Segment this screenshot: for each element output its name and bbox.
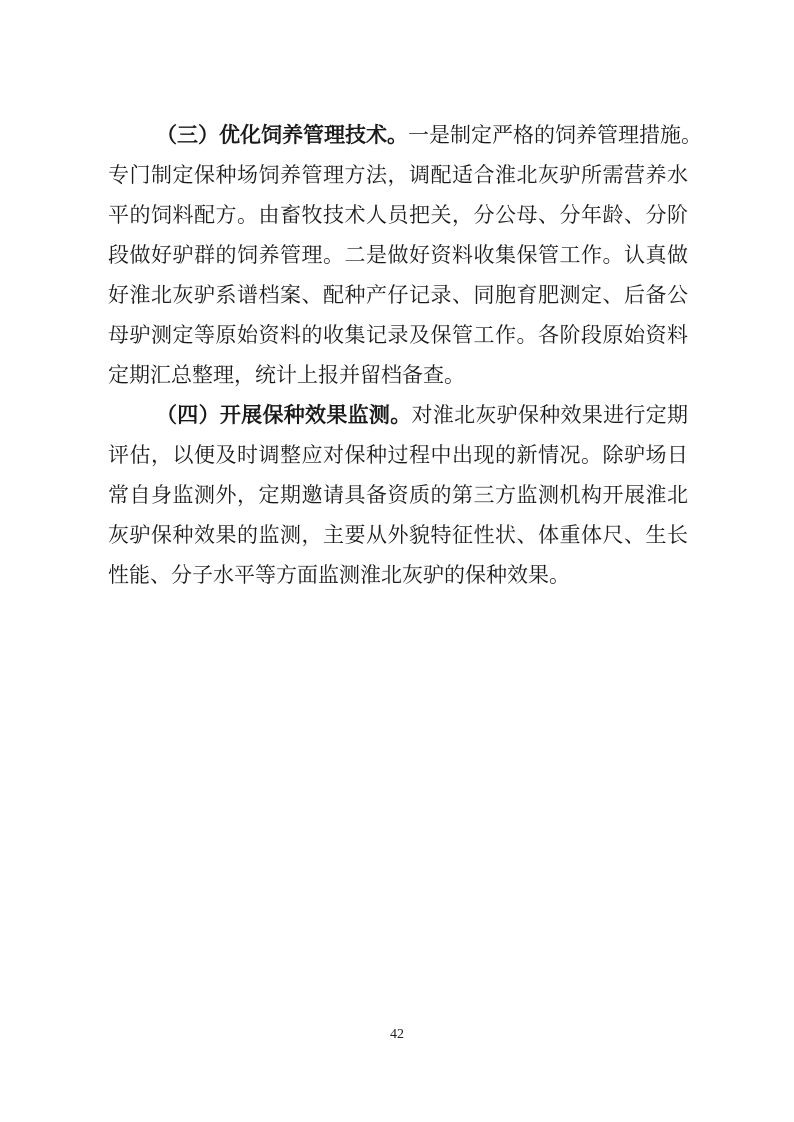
section-3-line: 段做好驴群的饲养管理。二是做好资料收集保管工作。认真做: [108, 243, 688, 267]
section-4-first-line-text: 对淮北灰驴保种效果进行定期: [411, 403, 688, 427]
section-3-line: 定期汇总整理，统计上报并留档备查。: [108, 363, 465, 387]
section-3-first-line: [156, 115, 702, 155]
section-4-line: 性能、分子水平等方面监测淮北灰驴的保种效果。: [108, 563, 570, 587]
section-3-line: 母驴测定等原始资料的收集记录及保管工作。各阶段原始资料: [108, 323, 688, 347]
section-3-line: 好淮北灰驴系谱档案、配种产仔记录、同胞育肥测定、后备公: [108, 283, 688, 307]
page-number: 42: [390, 1027, 404, 1042]
section-4-line: 常自身监测外，定期邀请具备资质的第三方监测机构开展淮北: [108, 483, 688, 507]
section-3-first-line-text: 一是制定严格的饲养管理措施。: [408, 123, 702, 147]
section-3-line: 平的饲料配方。由畜牧技术人员把关，分公母、分年龄、分阶: [108, 203, 688, 227]
section-3-heading: （三）优化饲养管理技术。: [156, 123, 408, 147]
section-4-first-line: [156, 395, 688, 435]
section-4-line: 灰驴保种效果的监测，主要从外貌特征性状、体重体尺、生长: [108, 523, 688, 547]
section-4-line: 评估，以便及时调整应对保种过程中出现的新情况。除驴场日: [108, 443, 688, 467]
section-4-heading: （四）开展保种效果监测。: [156, 403, 412, 427]
section-3-line: 专门制定保种场饲养管理方法，调配适合淮北灰驴所需营养水: [108, 163, 688, 187]
